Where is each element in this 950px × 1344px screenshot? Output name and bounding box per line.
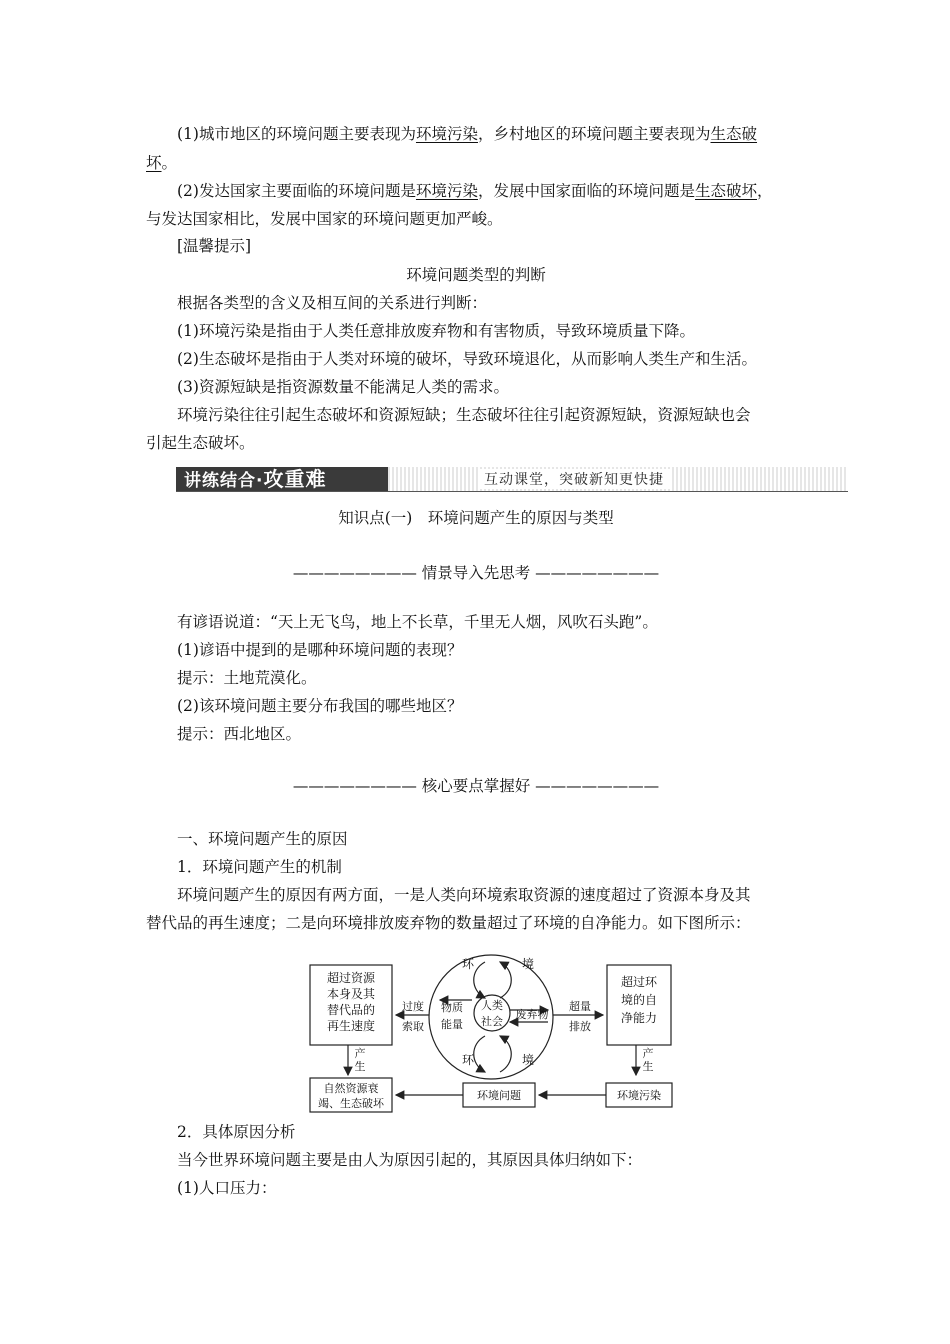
body-text: (1)人口压力： — [177, 1179, 277, 1197]
banner-rule — [176, 491, 848, 492]
scenario-line: 有谚语说道：“天上无飞鸟，地上不长草，千里无人烟，风吹石头跑”。 — [177, 613, 658, 631]
svg-text:环境问题: 环境问题 — [477, 1089, 521, 1102]
svg-text:排放: 排放 — [569, 1020, 591, 1033]
tip-line: (2)生态破坏是指由于人类对环境的破坏，导致环境退化，从而影响人类生产和生活。 — [177, 350, 757, 368]
svg-text:人类: 人类 — [481, 999, 503, 1012]
section-divider: ———————— 情景导入先思考 ———————— — [292, 564, 660, 582]
svg-text:社会: 社会 — [481, 1015, 503, 1028]
scenario-line: 提示：土地荒漠化。 — [177, 669, 317, 687]
banner-subtitle-strip — [388, 467, 848, 491]
svg-text:产: 产 — [642, 1047, 654, 1060]
section-divider: ———————— 核心要点掌握好 ———————— — [292, 777, 660, 795]
svg-text:产: 产 — [354, 1047, 366, 1060]
heading-1: 一、环境问题产生的原因 — [177, 830, 348, 848]
scenario-line: (1)谚语中提到的是哪种环境问题的表现？ — [177, 641, 463, 659]
mechanism-diagram — [300, 940, 685, 1115]
svg-text:超过资源: 超过资源 — [326, 971, 376, 985]
tip-summary-cont: 引起生态破坏。 — [146, 434, 255, 452]
intro-paragraph-2-cont: 与发达国家相比，发展中国家的环境问题更加严峻。 — [146, 210, 503, 228]
svg-text:过度: 过度 — [402, 1000, 424, 1013]
tip-line: 根据各类型的含义及相互间的关系进行判断： — [177, 294, 488, 312]
tip-title: 环境问题类型的判断 — [406, 266, 546, 284]
intro-paragraph-1: (1)城市地区的环境问题主要表现为环境污染，乡村地区的环境问题主要表现为生态破 — [177, 125, 758, 143]
svg-text:境: 境 — [521, 957, 535, 971]
intro-paragraph-1-cont: 坏。 — [146, 154, 178, 172]
answer-underline: 环境污染 — [415, 125, 478, 143]
heading-2: 1．环境问题产生的机制 — [177, 858, 342, 876]
svg-text:自然资源衰: 自然资源衰 — [323, 1082, 379, 1095]
body-text: 环境问题产生的原因有两方面，一是人类向环境索取资源的速度超过了资源本身及其 — [177, 886, 751, 904]
svg-text:环境污染: 环境污染 — [617, 1089, 661, 1102]
svg-text:索取: 索取 — [402, 1020, 424, 1033]
tip-summary: 环境污染往往引起生态破坏和资源短缺；生态破坏往往引起资源短缺，资源短缺也会 — [177, 406, 751, 424]
svg-text:超过环: 超过环 — [620, 975, 658, 989]
intro-paragraph-2: (2)发达国家主要面临的环境问题是环境污染，发展中国家面临的环境问题是生态破坏， — [177, 182, 773, 200]
svg-text:废弃物: 废弃物 — [515, 1008, 549, 1021]
body-text-cont: 替代品的再生速度；二是向环境排放废弃物的数量超过了环境的自净能力。如下图所示： — [146, 914, 751, 932]
svg-text:超量: 超量 — [569, 1000, 591, 1013]
scenario-line: (2)该环境问题主要分布我国的哪些地区？ — [177, 697, 463, 715]
svg-text:物质: 物质 — [441, 1001, 463, 1014]
section-banner — [176, 466, 848, 492]
svg-text:替代品的: 替代品的 — [326, 1003, 376, 1017]
svg-text:生: 生 — [354, 1060, 366, 1073]
svg-text:净能力: 净能力 — [620, 1011, 658, 1025]
body-text: 当今世界环境问题主要是由人为原因引起的，其原因具体归纳如下： — [177, 1151, 643, 1169]
scenario-line: 提示：西北地区。 — [177, 725, 302, 743]
answer-underline: 生态破坏 — [695, 182, 758, 200]
tip-line: (3)资源短缺是指资源数量不能满足人类的需求。 — [177, 378, 509, 396]
svg-text:本身及其: 本身及其 — [326, 987, 376, 1001]
banner-title: 讲练结合·攻重难 — [176, 467, 388, 491]
svg-text:生: 生 — [642, 1060, 654, 1073]
answer-underline: 环境污染 — [415, 182, 478, 200]
tip-label: [温馨提示] — [177, 237, 252, 255]
svg-text:竭、生态破坏: 竭、生态破坏 — [318, 1097, 384, 1110]
answer-underline: 坏 — [146, 154, 162, 172]
heading-3: 2．具体原因分析 — [177, 1123, 296, 1141]
answer-underline: 生态破 — [710, 125, 758, 143]
svg-text:境: 境 — [521, 1053, 535, 1067]
banner-subtitle: 互动课堂，突破新知更快捷 — [478, 469, 670, 489]
svg-text:环: 环 — [461, 1053, 475, 1067]
svg-text:能量: 能量 — [441, 1018, 463, 1031]
svg-text:环: 环 — [461, 957, 475, 971]
svg-text:再生速度: 再生速度 — [326, 1019, 376, 1033]
knowledge-title: 知识点(一) 环境问题产生的原因与类型 — [338, 509, 614, 527]
svg-text:境的自: 境的自 — [620, 993, 658, 1007]
tip-line: (1)环境污染是指由于人类任意排放废弃物和有害物质，导致环境质量下降。 — [177, 322, 695, 340]
